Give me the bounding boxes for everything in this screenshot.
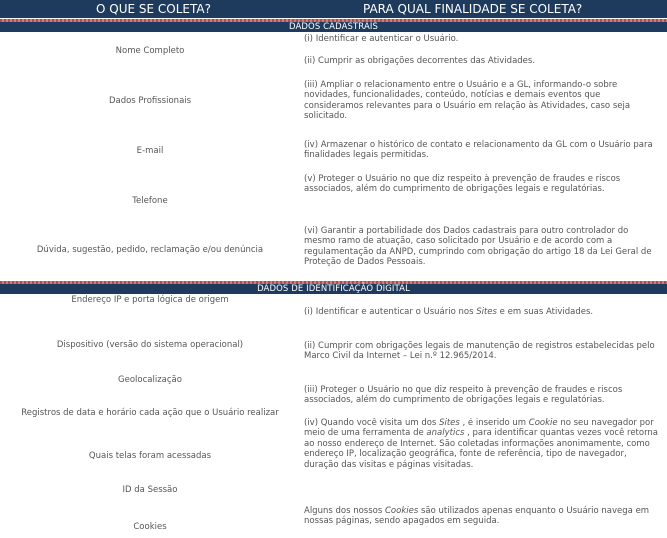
purpose-text: (vi) Garantir a portabilidade dos Dados cadastrais para outro controlador do mesmo ramo de atuação, caso solicitado por Usuário e de acordo com a regulamentação da ANPD, cumprindo com obrigação do artigo 18 da Lei Geral de Proteção de Dados Pessoais. [304,226,652,268]
list-item: Quais telas foram acessadas [88,451,212,461]
list-item: Dispositivo (versão do sistema operacional) [56,340,244,350]
list-item: Telefone [132,196,168,206]
purpose-text: (iv) Quando você visita um dos Sites , é inserido um Cookie no seu navegador por meio de uma ferramenta de analytics , para identificar quantas vezes você retorna ao nosso endereço de Internet. São coletadas informações anonimamente, como endereço IP, localização geográfica, fonte de referência, tipo de navegador, duração das visitas e páginas visitadas. [304,418,659,470]
purpose-text: (iii) Proteger o Usuário no que diz respeito à prevenção de fraudes e riscos associados, além do cumprimento de obrigações legais e regulatórias. [304,385,623,406]
purpose-text: (iii) Ampliar o relacionamento entre o Usuário e a GL, informando-o sobre novidades, funcionalidades, conteúdo, notícias e demais eventos que consideramos relevantes para o Usuário em relação às Atividades, caso seja solicitado. [304,80,631,122]
list-item: Dados Profissionais [108,96,192,106]
list-item: Nome Completo [115,46,185,56]
header-col-what: O QUE SE COLETA? [96,2,211,16]
list-item: Cookies [133,522,167,532]
purpose-text: (ii) Cumprir as obrigações decorrentes das Atividades. [304,56,536,66]
list-item: Endereço IP e porta lógica de origem [71,295,229,305]
header-col-purpose: PARA QUAL FINALIDADE SE COLETA? [363,2,583,16]
section-title-digital: DADOS DE IDENTIFICAÇÃO DIGITAL [0,284,667,294]
purpose-text: (v) Proteger o Usuário no que diz respeito à prevenção de fraudes e riscos associados, além do cumprimento de obrigações legais e regulatórias. [304,174,621,195]
list-item: Geolocalização [118,375,182,385]
purpose-text: Alguns dos nossos Cookies são utilizados apenas enquanto o Usuário navega em nossas páginas, sendo apagados em seguida. [304,506,650,527]
list-item: Dúvida, sugestão, pedido, reclamação e/ou denúncia [36,245,264,255]
list-item: E-mail [136,146,164,156]
list-item: Registros de data e horário cada ação que o Usuário realizar [21,408,279,418]
purpose-text: (iv) Armazenar o histórico de contato e relacionamento da GL com o Usuário para finalidades legais permitidas. [304,140,653,160]
list-item: ID da Sessão [122,485,178,495]
purpose-text: (ii) Cumprir com obrigações legais de manutenção de registros estabelecidas pelo Marco Civil da Internet – Lei n.º 12.965/2014. [304,341,655,362]
table-header [0,0,667,18]
purpose-text: (i) Identificar e autenticar o Usuário. [304,34,459,44]
purpose-text: (i) Identificar e autenticar o Usuário nos Sites e em suas Atividades. [304,307,594,317]
section-title-cadastrais: DADOS CADASTRAIS [0,22,667,32]
